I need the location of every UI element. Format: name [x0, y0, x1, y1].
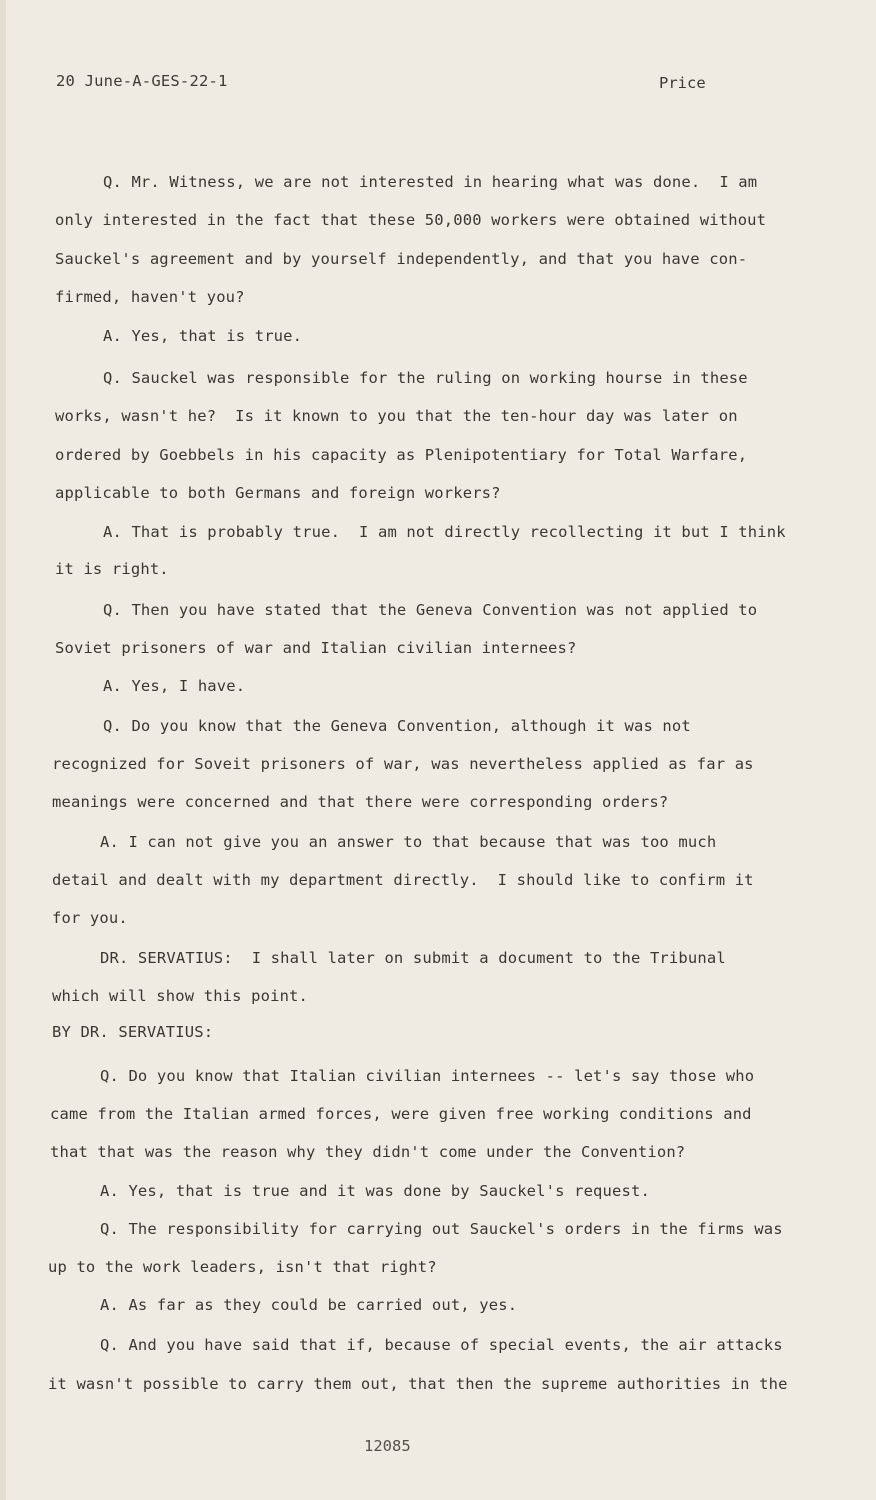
- text-line: Q. Do you know that the Geneva Convention, although it was not: [103, 717, 691, 735]
- text-line: it wasn't possible to carry them out, that then the supreme authorities in the: [48, 1375, 788, 1393]
- text-line: Q. The responsibility for carrying out Sauckel's orders in the firms was: [100, 1220, 783, 1238]
- text-line: A. Yes, I have.: [103, 677, 246, 695]
- text-line: BY DR. SERVATIUS:: [52, 1023, 214, 1041]
- text-line: which will show this point.: [52, 987, 309, 1005]
- text-line: Q. Sauckel was responsible for the ruling on working hourse in these: [103, 369, 748, 387]
- text-line: A. I can not give you an answer to that because that was too much: [100, 833, 717, 851]
- text-line: applicable to both Germans and foreign workers?: [55, 484, 501, 502]
- text-line: that that was the reason why they didn't come under the Convention?: [50, 1143, 686, 1161]
- text-line: up to the work leaders, isn't that right?: [48, 1258, 437, 1276]
- text-line: Q. Then you have stated that the Geneva Convention was not applied to: [103, 601, 758, 619]
- text-line: ordered by Goebbels in his capacity as Plenipotentiary for Total Warfare,: [55, 446, 748, 464]
- text-line: for you.: [52, 909, 128, 927]
- text-line: detail and dealt with my department directly. I should like to confirm it: [52, 871, 754, 889]
- text-line: DR. SERVATIUS: I shall later on submit a document to the Tribunal: [100, 949, 726, 967]
- text-line: A. As far as they could be carried out, yes.: [100, 1296, 518, 1314]
- text-line: firmed, haven't you?: [55, 288, 245, 306]
- text-line: Sauckel's agreement and by yourself independently, and that you have con-: [55, 250, 748, 268]
- page-number: 12085: [364, 1437, 411, 1455]
- page-edge: [0, 0, 6, 1500]
- witness-name: Price: [659, 74, 706, 92]
- text-line: works, wasn't he? Is it known to you that the ten-hour day was later on: [55, 407, 738, 425]
- page-reference: 20 June-A-GES-22-1: [56, 72, 228, 90]
- text-line: only interested in the fact that these 50,000 workers were obtained without: [55, 211, 767, 229]
- text-line: meanings were concerned and that there were corresponding orders?: [52, 793, 669, 811]
- text-line: A. Yes, that is true.: [103, 327, 303, 345]
- text-line: recognized for Soveit prisoners of war, was nevertheless applied as far as: [52, 755, 754, 773]
- text-line: Q. And you have said that if, because of special events, the air attacks: [100, 1336, 783, 1354]
- text-line: it is right.: [55, 560, 169, 578]
- text-line: Soviet prisoners of war and Italian civilian internees?: [55, 639, 577, 657]
- text-line: came from the Italian armed forces, were given free working conditions and: [50, 1105, 752, 1123]
- text-line: A. That is probably true. I am not directly recollecting it but I think: [103, 523, 786, 541]
- text-line: Q. Do you know that Italian civilian internees -- let's say those who: [100, 1067, 755, 1085]
- text-line: Q. Mr. Witness, we are not interested in hearing what was done. I am: [103, 173, 758, 191]
- text-line: A. Yes, that is true and it was done by Sauckel's request.: [100, 1182, 650, 1200]
